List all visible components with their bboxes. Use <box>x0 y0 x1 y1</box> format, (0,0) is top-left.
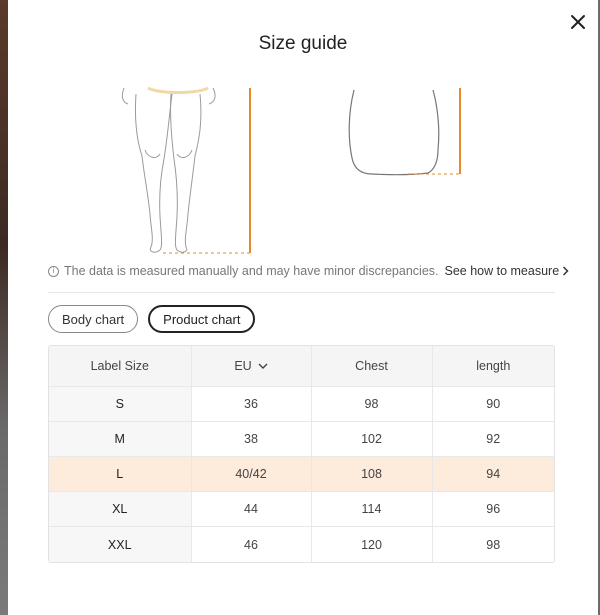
size-label-cell: XL <box>49 492 191 527</box>
length-cell: 92 <box>432 421 554 456</box>
info-icon: i <box>48 266 59 277</box>
how-to-measure-label: See how to measure <box>444 264 560 278</box>
size-system-label: EU <box>234 358 252 373</box>
header-chest: Chest <box>311 346 432 386</box>
table-row <box>49 527 554 562</box>
size-table <box>48 345 555 563</box>
garment-figure <box>349 90 439 175</box>
tab-body-chart[interactable]: Body chart <box>48 305 138 333</box>
size-system-dropdown[interactable] <box>234 359 267 373</box>
tab-product-chart[interactable]: Product chart <box>148 305 255 333</box>
chest-cell: 98 <box>311 386 432 421</box>
size-guide-modal <box>8 0 598 615</box>
eu-cell: 40/42 <box>191 456 311 491</box>
eu-cell: 36 <box>191 386 311 421</box>
size-label-cell: M <box>49 421 191 456</box>
note-text: The data is measured manually and may have minor discrepancies. <box>64 264 439 278</box>
table-row <box>49 421 554 456</box>
table-row <box>49 386 554 421</box>
chest-cell: 108 <box>311 456 432 491</box>
header-length: length <box>432 346 554 386</box>
eu-cell: 44 <box>191 492 311 527</box>
size-label-cell: L <box>49 456 191 491</box>
backdrop <box>0 0 8 615</box>
chest-cell: 114 <box>311 492 432 527</box>
divider <box>48 292 555 293</box>
chevron-right-icon <box>562 266 569 276</box>
chart-tabs <box>48 305 255 333</box>
eu-cell: 46 <box>191 527 311 562</box>
chest-cell: 120 <box>311 527 432 562</box>
length-cell: 96 <box>432 492 554 527</box>
header-eu[interactable] <box>191 346 311 386</box>
header-label-size: Label Size <box>49 346 191 386</box>
table-row <box>49 492 554 527</box>
table-header-row <box>49 346 554 386</box>
length-cell: 90 <box>432 386 554 421</box>
chest-cell: 102 <box>311 421 432 456</box>
table-row-highlighted <box>49 456 554 491</box>
length-cell: 98 <box>432 527 554 562</box>
chevron-down-icon <box>258 363 268 369</box>
modal-title: Size guide <box>258 33 348 54</box>
length-cell: 94 <box>432 456 554 491</box>
how-to-measure-link[interactable] <box>445 264 570 278</box>
size-label-cell: S <box>49 386 191 421</box>
measurement-illustration <box>8 84 598 262</box>
close-button[interactable] <box>566 10 590 34</box>
body-figure <box>122 88 215 252</box>
size-label-cell: XXL <box>49 527 191 562</box>
close-icon <box>570 14 586 30</box>
measurement-note <box>48 264 569 278</box>
eu-cell: 38 <box>191 421 311 456</box>
